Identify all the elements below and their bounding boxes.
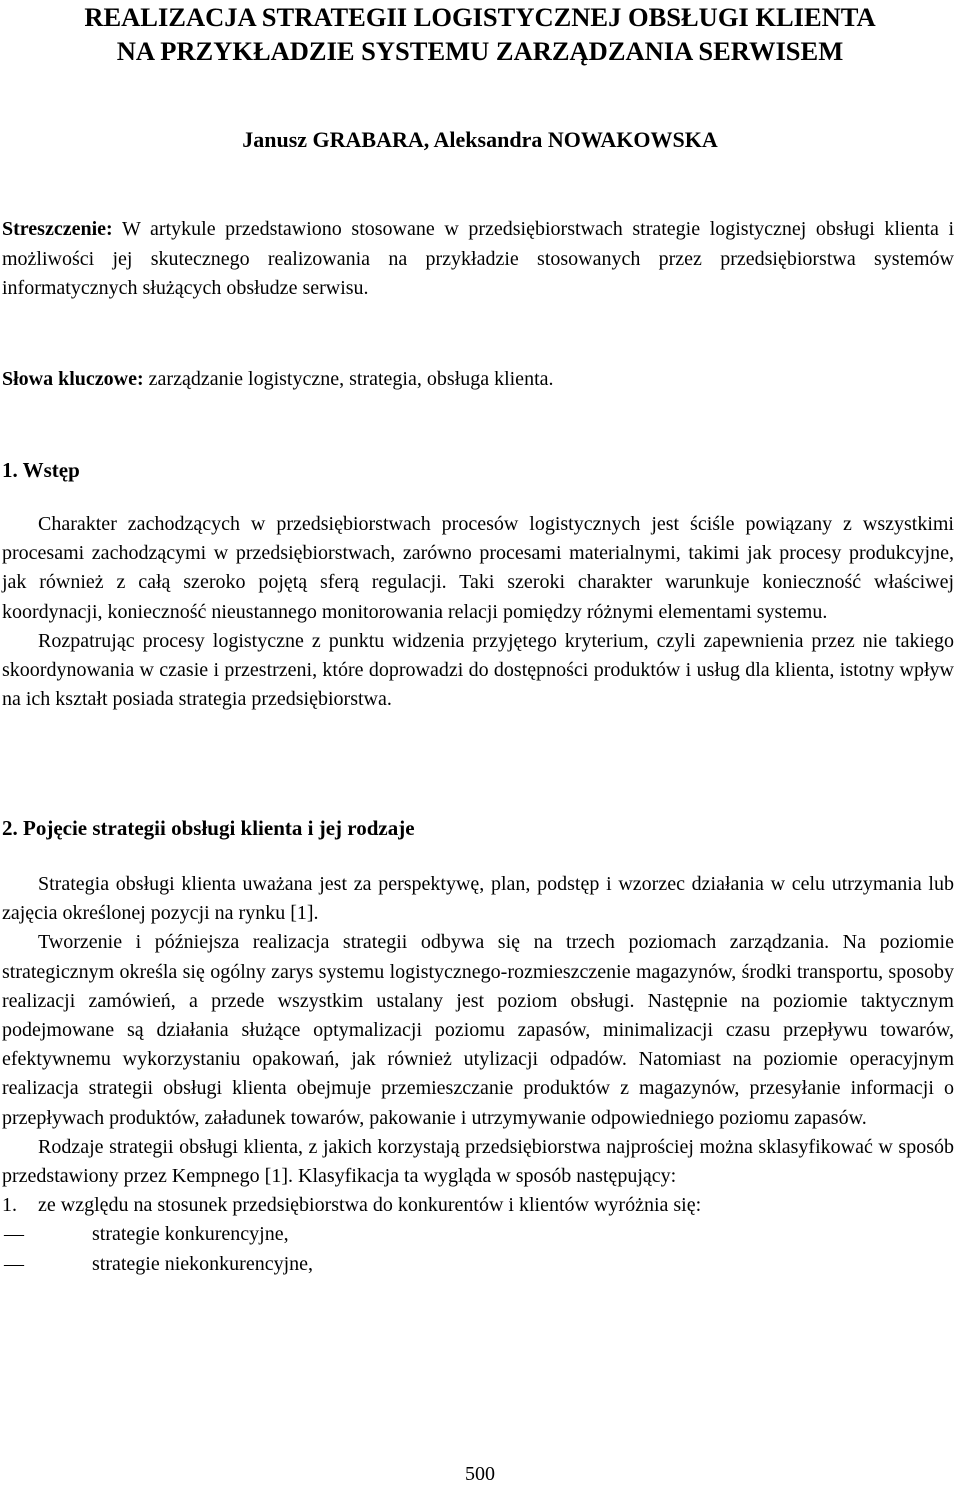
list-item-text: ze względu na stosunek przedsiębiorstwa do konkurentów i klientów wyróżnia się:: [38, 1194, 702, 1217]
section-2-paragraph: Tworzenie i późniejsza realizacja strategii odbywa się na trzech poziomach zarządzania. Na poziomie strategicznym określa się ogólny zarys systemu logistycznego-rozmieszczenie magazynów, środki transportu, sposoby realizacji zamówień, a przede wszystkim ustalany jest poziom obsługi. Następnie na poziomie taktycznym podejmowane są działania służące optymalizacji poziomu zapasów, minimalizacji czasu przepływu towarów, efektywnemu wykorzystaniu opakowań, jak również utylizacji odpadów. Natomiast na poziomie operacyjnym realizacja strategii obsługi klienta obejmuje przemieszczanie produktów z magazynów, przesyłanie informacji o przepływach produktów, załadunek towarów, pakowanie i utrzymywanie odpowiedniego poziomu zapasów.: [2, 931, 954, 1129]
paper-title-line-2: NA PRZYKŁADZIE SYSTEMU ZARZĄDZANIA SERWISEM: [116, 36, 844, 66]
keywords-text: zarządzanie logistyczne, strategia, obsługa klienta.: [148, 368, 554, 390]
section-2-paragraph: Strategia obsługi klienta uważana jest za perspektywę, plan, podstęp i wzorzec działania w celu utrzymania lub zajęcia określonej pozycji na rynku [1].: [2, 873, 954, 925]
keywords-label: Słowa kluczowe:: [2, 368, 144, 390]
section-2-heading: 2. Pojęcie strategii obsługi klienta i jej rodzaje: [2, 816, 415, 840]
dash-list-item: [2, 1220, 954, 1249]
section-2-paragraph: Rodzaje strategii obsługi klienta, z jakich korzystają przedsiębiorstwa najprościej można sklasyfikować w sposób przedstawiony przez Kempnego [1]. Klasyfikacja ta wygląda w sposób następujący:: [2, 1135, 954, 1188]
dash-bullet-icon: ––: [4, 1223, 24, 1246]
abstract-label: Streszczenie:: [2, 218, 113, 240]
section-1-paragraph: Rozpatrując procesy logistyczne z punktu widzenia przyjętego kryterium, czyli zapewnienia przez nie takiego skoordynowania w czasie i przestrzeni, które doprowadzi do dostępności produktów i usług dla klienta, istotny wpływ na ich kształt posiada strategia przedsiębiorstwa.: [2, 629, 954, 711]
paper-title-line-1: REALIZACJA STRATEGII LOGISTYCZNEJ OBSŁUGI KLIENTA: [84, 2, 876, 32]
dash-list-item: [2, 1250, 954, 1279]
abstract-text: W artykule przedstawiono stosowane w przedsiębiorstwach strategie logistycznej obsługi klienta i możliwości jej skutecznego realizowania na przykładzie stosowanych przez przedsiębiorstwa systemów informatycznych służących obsłudze serwisu.: [2, 218, 955, 299]
page-number: 500: [465, 1463, 495, 1485]
numbered-list-item: [2, 1191, 954, 1220]
dash-item-text: strategie niekonkurencyjne,: [92, 1252, 314, 1275]
paper-authors: Janusz GRABARA, Aleksandra NOWAKOWSKA: [242, 127, 718, 152]
section-1-body: [2, 510, 954, 714]
paper-title: [0, 0, 960, 68]
keywords: [2, 365, 954, 395]
dash-bullet-icon: ––: [4, 1252, 24, 1275]
list-item-number: 1.: [2, 1194, 17, 1217]
section-1-paragraph: Charakter zachodzących w przedsiębiorstwach procesów logistycznych jest ściśle powiązany z wszystkimi procesami zachodzącymi w przedsiębiorstwach, zarówno procesami materialnymi, takimi jak procesy produkcyjne, jak również z całą szeroko pojętą sferą regulacji. Taki szeroki charakter warunkuje konieczność właściwej koordynacji, konieczność nieustannego monitorowania relacji pomiędzy różnymi elementami systemu.: [2, 513, 954, 623]
section-2-body: [2, 870, 954, 1279]
abstract: [2, 215, 954, 304]
section-1-heading: 1. Wstęp: [2, 458, 80, 482]
dash-item-text: strategie konkurencyjne,: [92, 1223, 289, 1246]
